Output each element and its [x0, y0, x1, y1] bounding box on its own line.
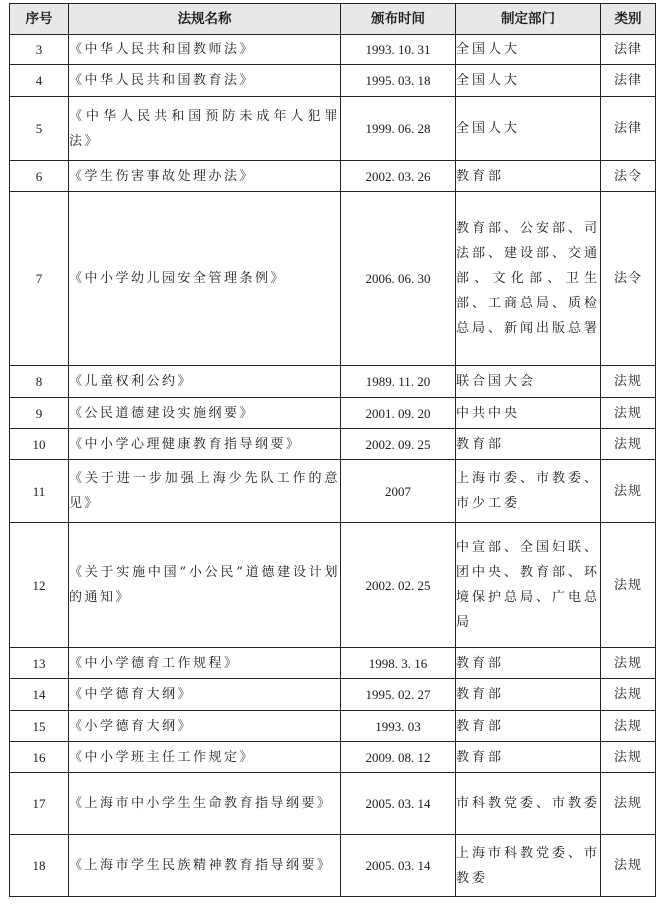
- table-header-row: [10, 4, 656, 35]
- table-row: [10, 192, 656, 366]
- row-index: 10: [10, 429, 69, 460]
- row-index: 14: [10, 679, 69, 711]
- row-category: 法规: [601, 366, 656, 398]
- row-department: 上海市委、市教委、市少工委: [456, 460, 601, 523]
- table-row: [10, 523, 656, 648]
- row-category: 法律: [601, 65, 656, 97]
- row-date: 2001. 09. 20: [341, 398, 456, 429]
- row-department: 教育部: [456, 679, 601, 711]
- row-name: 《中学德育大纲》: [69, 679, 341, 711]
- header-name: 法规名称: [69, 4, 341, 35]
- row-index: 6: [10, 161, 69, 192]
- row-name: 《学生伤害事故处理办法》: [69, 161, 341, 192]
- table-row: [10, 742, 656, 773]
- row-name: 《中小学德育工作规程》: [69, 648, 341, 679]
- row-date: 1989. 11. 20: [341, 366, 456, 398]
- row-index: 9: [10, 398, 69, 429]
- row-date: 2005. 03. 14: [341, 835, 456, 897]
- row-department: 上海市科教党委、市教委: [456, 835, 601, 897]
- table-row: [10, 711, 656, 742]
- row-name: 《上海市中小学生生命教育指导纲要》: [69, 773, 341, 835]
- row-category: 法规: [601, 835, 656, 897]
- table-row: [10, 460, 656, 523]
- header-department: 制定部门: [456, 4, 601, 35]
- row-index: 4: [10, 65, 69, 97]
- row-name: 《公民道德建设实施纲要》: [69, 398, 341, 429]
- row-name: 《关于进一步加强上海少先队工作的意见》: [69, 460, 341, 523]
- row-category: 法规: [601, 460, 656, 523]
- row-date: 2009. 08. 12: [341, 742, 456, 773]
- row-department: 全国人大: [456, 97, 601, 161]
- row-date: 1995. 02. 27: [341, 679, 456, 711]
- table-row: [10, 835, 656, 897]
- row-index: 16: [10, 742, 69, 773]
- row-date: 1993. 03: [341, 711, 456, 742]
- table-row: [10, 97, 656, 161]
- row-category: 法令: [601, 161, 656, 192]
- row-name: 《中华人民共和国教师法》: [69, 35, 341, 65]
- row-department: 中共中央: [456, 398, 601, 429]
- row-department: 市科教党委、市教委: [456, 773, 601, 835]
- header-index: 序号: [10, 4, 69, 35]
- row-category: 法令: [601, 192, 656, 366]
- header-category: 类别: [601, 4, 656, 35]
- row-date: 2007: [341, 460, 456, 523]
- table-row: [10, 366, 656, 398]
- row-department: 全国人大: [456, 35, 601, 65]
- row-index: 8: [10, 366, 69, 398]
- row-category: 法规: [601, 742, 656, 773]
- row-department: 教育部: [456, 429, 601, 460]
- table-row: [10, 429, 656, 460]
- table-row: [10, 648, 656, 679]
- row-index: 15: [10, 711, 69, 742]
- row-category: 法规: [601, 711, 656, 742]
- row-category: 法律: [601, 35, 656, 65]
- table-row: [10, 65, 656, 97]
- row-index: 12: [10, 523, 69, 648]
- row-name: 《中小学班主任工作规定》: [69, 742, 341, 773]
- row-name: 《上海市学生民族精神教育指导纲要》: [69, 835, 341, 897]
- row-date: 2002. 09. 25: [341, 429, 456, 460]
- table-row: [10, 773, 656, 835]
- row-department: 全国人大: [456, 65, 601, 97]
- row-department: 联合国大会: [456, 366, 601, 398]
- row-date: 1998. 3. 16: [341, 648, 456, 679]
- table-row: [10, 161, 656, 192]
- table-row: [10, 35, 656, 65]
- row-date: 1993. 10. 31: [341, 35, 456, 65]
- row-department: 教育部: [456, 648, 601, 679]
- row-category: 法规: [601, 429, 656, 460]
- row-index: 7: [10, 192, 69, 366]
- row-index: 11: [10, 460, 69, 523]
- row-department: 中宣部、全国妇联、团中央、教育部、环境保护总局、广电总局: [456, 523, 601, 648]
- row-category: 法规: [601, 679, 656, 711]
- header-date: 颁布时间: [341, 4, 456, 35]
- row-date: 2005. 03. 14: [341, 773, 456, 835]
- table-row: [10, 398, 656, 429]
- row-name: 《儿童权利公约》: [69, 366, 341, 398]
- row-index: 17: [10, 773, 69, 835]
- row-name: 《中小学幼儿园安全管理条例》: [69, 192, 341, 366]
- row-name: 《小学德育大纲》: [69, 711, 341, 742]
- row-name: 《中华人民共和国预防未成年人犯罪法》: [69, 97, 341, 161]
- row-date: 2002. 03. 26: [341, 161, 456, 192]
- row-department: 教育部: [456, 711, 601, 742]
- row-name: 《中小学心理健康教育指导纲要》: [69, 429, 341, 460]
- row-department: 教育部: [456, 742, 601, 773]
- row-date: 1995. 03. 18: [341, 65, 456, 97]
- row-category: 法规: [601, 773, 656, 835]
- row-category: 法规: [601, 648, 656, 679]
- row-name: 《关于实施中国“小公民”道德建设计划的通知》: [69, 523, 341, 648]
- row-category: 法规: [601, 398, 656, 429]
- row-date: 1999. 06. 28: [341, 97, 456, 161]
- row-date: 2006. 06. 30: [341, 192, 456, 366]
- row-index: 13: [10, 648, 69, 679]
- row-category: 法规: [601, 523, 656, 648]
- row-index: 3: [10, 35, 69, 65]
- row-category: 法律: [601, 97, 656, 161]
- regulations-table: [9, 3, 656, 897]
- row-name: 《中华人民共和国教育法》: [69, 65, 341, 97]
- row-date: 2002. 02. 25: [341, 523, 456, 648]
- row-department: 教育部、公安部、司法部、建设部、交通部、文化部、卫生部、工商总局、质检总局、新闻出版总署: [456, 192, 601, 366]
- row-department: 教育部: [456, 161, 601, 192]
- table-row: [10, 679, 656, 711]
- row-index: 5: [10, 97, 69, 161]
- row-index: 18: [10, 835, 69, 897]
